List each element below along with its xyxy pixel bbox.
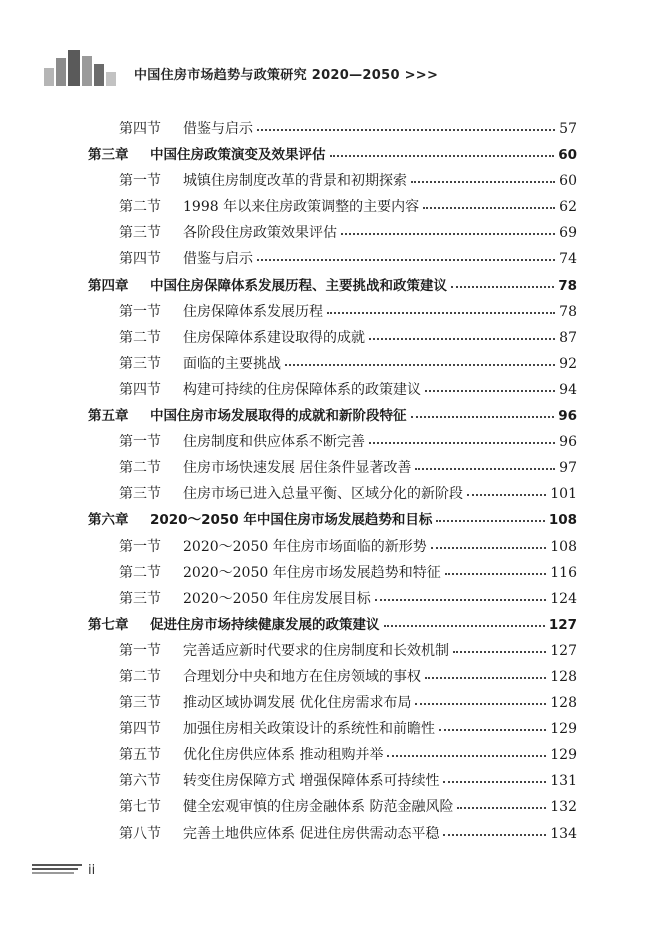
table-of-contents (0, 116, 661, 847)
toc-entry-label: 第八节 (119, 825, 161, 842)
toc-entry-label: 第一节 (119, 642, 161, 659)
toc-entry-page: 131 (550, 773, 577, 790)
toc-entry-page: 78 (559, 303, 577, 320)
toc-entry-label: 第六章 (88, 512, 129, 529)
toc-dot-leader (411, 181, 555, 183)
toc-entry-page: 132 (550, 799, 577, 816)
toc-entry-page: 92 (559, 355, 577, 372)
toc-dot-leader (387, 755, 546, 757)
toc-entry-page: 134 (550, 825, 577, 842)
toc-entry-title: 2020～2050 年住房市场面临的新形势 (183, 538, 427, 555)
toc-section-row[interactable] (0, 325, 661, 351)
toc-entry-title: 构建可持续的住房保障体系的政策建议 (183, 381, 421, 398)
toc-entry-label: 第七节 (119, 799, 161, 816)
footer-decoration-lines-icon (32, 862, 92, 876)
toc-chapter-row[interactable] (0, 612, 661, 638)
toc-dot-leader (439, 729, 546, 731)
toc-entry-title: 住房保障体系建设取得的成就 (183, 329, 365, 346)
toc-dot-leader (411, 416, 555, 418)
toc-entry-title: 健全宏观审慎的住房金融体系 防范金融风险 (183, 799, 454, 816)
toc-chapter-row[interactable] (0, 142, 661, 168)
toc-dot-leader (330, 155, 555, 157)
toc-entry-page: 108 (550, 538, 577, 555)
toc-entry-label: 第六节 (119, 773, 161, 790)
toc-entry-label: 第三节 (119, 486, 161, 503)
toc-section-row[interactable] (0, 664, 661, 690)
toc-dot-leader (369, 338, 555, 340)
toc-section-row[interactable] (0, 638, 661, 664)
toc-dot-leader (257, 129, 555, 131)
toc-section-row[interactable] (0, 716, 661, 742)
toc-entry-label: 第四章 (88, 277, 129, 294)
toc-entry-title: 借鉴与启示 (183, 121, 253, 137)
toc-entry-title: 2020～2050 年住房市场发展趋势和特征 (183, 564, 441, 581)
toc-entry-label: 第二节 (119, 564, 161, 581)
toc-section-row[interactable] (0, 246, 661, 272)
toc-chapter-row[interactable] (0, 273, 661, 299)
toc-entry-page: 129 (550, 721, 577, 738)
toc-entry-page: 129 (550, 747, 577, 764)
toc-dot-leader (431, 547, 547, 549)
toc-entry-label: 第一节 (119, 434, 161, 451)
toc-dot-leader (415, 703, 546, 705)
toc-dot-leader (327, 312, 555, 314)
toc-dot-leader (443, 781, 546, 783)
toc-entry-label: 第一节 (119, 303, 161, 320)
toc-entry-title: 合理划分中央和地方在住房领域的事权 (183, 668, 421, 685)
toc-dot-leader (445, 573, 547, 575)
toc-entry-title: 住房市场已进入总量平衡、区域分化的新阶段 (183, 486, 463, 503)
toc-entry-page: 108 (548, 512, 577, 529)
toc-entry-title: 住房制度和供应体系不断完善 (183, 434, 365, 451)
toc-entry-label: 第一节 (119, 173, 161, 190)
toc-entry-label: 第三节 (119, 590, 161, 607)
toc-entry-label: 第四节 (119, 721, 161, 738)
toc-entry-title: 中国住房政策演变及效果评估 (150, 147, 326, 164)
toc-entry-page: 127 (548, 616, 577, 633)
toc-entry-page: 60 (558, 147, 577, 164)
toc-section-row[interactable] (0, 377, 661, 403)
toc-section-row[interactable] (0, 534, 661, 560)
toc-entry-page: 69 (559, 225, 577, 242)
toc-entry-label: 第一节 (119, 538, 161, 555)
toc-entry-label: 第二节 (119, 668, 161, 685)
toc-entry-label: 第五节 (119, 747, 161, 764)
toc-section-row[interactable] (0, 794, 661, 820)
toc-dot-leader (285, 364, 555, 366)
toc-dot-leader (436, 520, 544, 522)
toc-entry-label: 第三节 (119, 355, 161, 372)
toc-section-row[interactable] (0, 481, 661, 507)
toc-entry-title: 2020～2050 年中国住房市场发展趋势和目标 (150, 512, 433, 529)
toc-entry-page: 127 (550, 642, 577, 659)
toc-dot-leader (451, 286, 554, 288)
toc-dot-leader (384, 625, 545, 627)
toc-entry-title: 面临的主要挑战 (183, 355, 281, 372)
toc-entry-label: 第三节 (119, 225, 161, 242)
toc-section-row[interactable] (0, 768, 661, 794)
toc-dot-leader (369, 442, 555, 444)
toc-entry-title: 转变住房保障方式 增强保障体系可持续性 (183, 773, 440, 790)
toc-entry-title: 借鉴与启示 (183, 251, 253, 268)
toc-entry-label: 第四节 (119, 121, 161, 137)
toc-entry-label: 第二节 (119, 460, 161, 477)
toc-entry-page: 74 (559, 251, 577, 268)
toc-dot-leader (457, 807, 546, 809)
toc-entry-title: 完善土地供应体系 促进住房供需动态平稳 (183, 825, 440, 842)
toc-entry-page: 94 (559, 381, 577, 398)
toc-section-row[interactable] (0, 560, 661, 586)
toc-chapter-row[interactable] (0, 507, 661, 533)
toc-entry-title: 中国住房保障体系发展历程、主要挑战和政策建议 (150, 277, 447, 294)
toc-entry-title: 优化住房供应体系 推动租购并举 (183, 747, 384, 764)
running-header-title: 中国住房市场趋势与政策研究 2020—2050 >>> (134, 68, 439, 83)
toc-entry-title: 住房保障体系发展历程 (183, 303, 323, 320)
toc-entry-page: 96 (559, 434, 577, 451)
toc-dot-leader (425, 390, 555, 392)
toc-dot-leader (467, 494, 546, 496)
page-number: ii (88, 863, 96, 878)
toc-section-row[interactable] (0, 429, 661, 455)
toc-entry-label: 第四节 (119, 381, 161, 398)
toc-entry-label: 第三节 (119, 695, 161, 712)
toc-entry-page: 116 (550, 564, 577, 581)
toc-dot-leader (375, 599, 547, 601)
toc-section-row[interactable] (0, 194, 661, 220)
toc-entry-title: 住房市场快速发展 居住条件显著改善 (183, 460, 412, 477)
toc-entry-page: 60 (559, 173, 577, 190)
toc-entry-page: 96 (558, 408, 577, 425)
toc-section-row[interactable] (0, 742, 661, 768)
toc-section-row[interactable] (0, 586, 661, 612)
toc-entry-page: 87 (559, 329, 577, 346)
toc-dot-leader (453, 651, 546, 653)
toc-entry-label: 第三章 (88, 147, 129, 164)
toc-entry-title: 中国住房市场发展取得的成就和新阶段特征 (150, 408, 407, 425)
toc-section-row[interactable] (0, 168, 661, 194)
toc-dot-leader (425, 677, 546, 679)
toc-dot-leader (257, 259, 555, 261)
toc-entry-page: 128 (550, 695, 577, 712)
toc-entry-title: 2020～2050 年住房发展目标 (183, 590, 371, 607)
toc-dot-leader (423, 207, 555, 209)
toc-section-row[interactable] (0, 690, 661, 716)
toc-entry-label: 第七章 (88, 616, 129, 633)
toc-section-row[interactable] (0, 351, 661, 377)
toc-entry-page: 101 (550, 486, 577, 503)
toc-section-row[interactable] (0, 299, 661, 325)
toc-entry-page: 128 (550, 668, 577, 685)
toc-entry-title: 加强住房相关政策设计的系统性和前瞻性 (183, 721, 435, 738)
toc-entry-page: 57 (559, 121, 577, 137)
toc-dot-leader (443, 834, 546, 836)
toc-entry-page: 124 (550, 590, 577, 607)
toc-entry-title: 各阶段住房政策效果评估 (183, 225, 337, 242)
toc-entry-label: 第二节 (119, 329, 161, 346)
toc-section-row[interactable] (0, 116, 661, 142)
toc-section-row[interactable] (0, 821, 661, 847)
toc-section-row[interactable] (0, 220, 661, 246)
toc-entry-label: 第四节 (119, 251, 161, 268)
toc-entry-page: 62 (559, 199, 577, 216)
toc-section-row[interactable] (0, 455, 661, 481)
toc-entry-title: 促进住房市场持续健康发展的政策建议 (150, 616, 380, 633)
toc-entry-title: 推动区域协调发展 优化住房需求布局 (183, 695, 412, 712)
toc-entry-label: 第二节 (119, 199, 161, 216)
toc-chapter-row[interactable] (0, 403, 661, 429)
header-logo-bars-icon (44, 50, 120, 86)
toc-entry-page: 97 (559, 460, 577, 477)
toc-entry-title: 完善适应新时代要求的住房制度和长效机制 (183, 642, 449, 659)
toc-entry-label: 第五章 (88, 408, 129, 425)
toc-entry-title: 1998 年以来住房政策调整的主要内容 (183, 199, 420, 216)
toc-entry-page: 78 (558, 277, 577, 294)
toc-entry-title: 城镇住房制度改革的背景和初期探索 (183, 173, 407, 190)
toc-dot-leader (415, 468, 555, 470)
toc-dot-leader (341, 233, 555, 235)
